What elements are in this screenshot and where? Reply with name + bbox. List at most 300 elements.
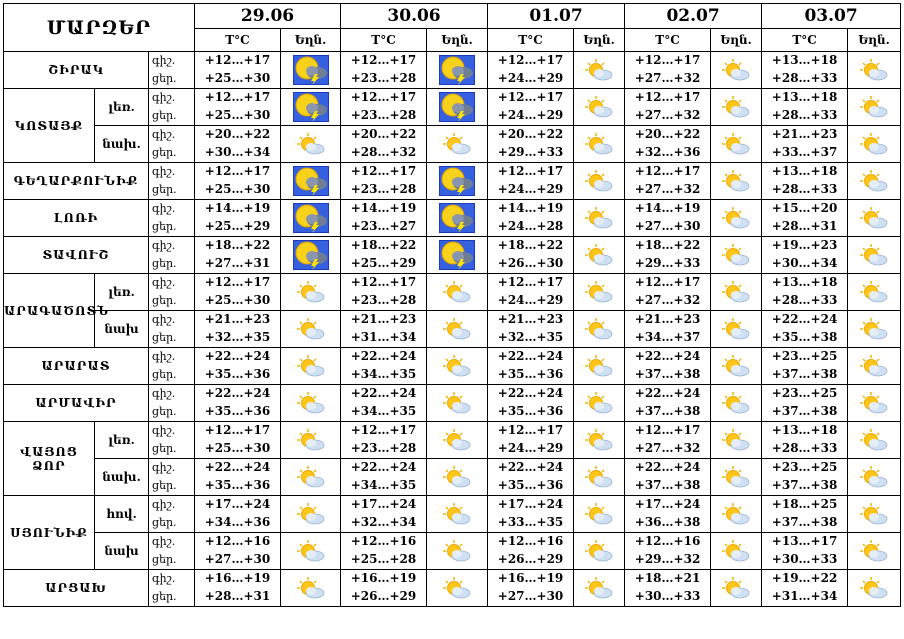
- day-label: ցեր.: [152, 442, 177, 455]
- night-temp: +12…+17: [204, 90, 271, 104]
- weather-cell: [427, 459, 488, 496]
- weather-cell: [574, 348, 625, 385]
- night-temp: +13…+18: [771, 164, 838, 178]
- day-night-labels: [149, 570, 195, 607]
- weather-cell: [427, 200, 488, 237]
- temperature-cell: [762, 126, 848, 163]
- weather-cell: [848, 385, 901, 422]
- day-temp: +37…+38: [634, 478, 701, 492]
- temp-header: T°C: [762, 29, 848, 52]
- temperature-cell: [341, 385, 427, 422]
- weather-cell: [848, 237, 901, 274]
- night-temp: +21…+23: [771, 127, 838, 141]
- subregion-label: հով.: [95, 496, 149, 533]
- partly-cloudy-icon: [859, 539, 889, 563]
- temperature-cell: [341, 459, 427, 496]
- night-temp: +13…+17: [771, 534, 838, 548]
- weather-cell: [574, 422, 625, 459]
- partly-cloudy-icon: [721, 428, 751, 452]
- day-label: ցեր.: [152, 294, 177, 307]
- temperature-cell: [488, 200, 574, 237]
- partly-cloudy-icon: [721, 391, 751, 415]
- weather-cell: [711, 311, 762, 348]
- weather-cell: [711, 533, 762, 570]
- temperature-cell: [195, 422, 281, 459]
- night-label: գիշ.: [152, 91, 176, 104]
- temperature-cell: [195, 496, 281, 533]
- day-temp: +23…+28: [350, 293, 417, 307]
- night-label: գիշ.: [152, 165, 176, 178]
- night-temp: +20…+22: [350, 127, 417, 141]
- weather-header: Եղն.: [848, 29, 901, 52]
- day-night-labels: [149, 459, 195, 496]
- day-label: ցեր.: [152, 146, 177, 159]
- night-temp: +12…+17: [350, 275, 417, 289]
- night-temp: +20…+22: [204, 127, 271, 141]
- day-temp: +28…+33: [771, 182, 838, 196]
- day-night-labels: [149, 200, 195, 237]
- day-temp: +28…+33: [771, 441, 838, 455]
- region-row: [4, 422, 901, 459]
- weather-cell: [711, 89, 762, 126]
- night-label: գիշ.: [152, 239, 176, 252]
- weather-cell: [711, 422, 762, 459]
- temperature-cell: [341, 200, 427, 237]
- day-temp: +30…+34: [204, 145, 271, 159]
- night-temp: +18…+25: [771, 497, 838, 511]
- day-night-labels: [149, 89, 195, 126]
- sun-storm-icon: [293, 55, 329, 85]
- day-temp: +23…+27: [350, 219, 417, 233]
- weather-cell: [427, 533, 488, 570]
- night-temp: +14…+19: [204, 201, 271, 215]
- temperature-cell: [488, 52, 574, 89]
- night-temp: +12…+16: [634, 534, 701, 548]
- weather-cell: [281, 163, 341, 200]
- partly-cloudy-icon: [721, 132, 751, 156]
- partly-cloudy-icon: [721, 502, 751, 526]
- day-temp: +35…+36: [204, 478, 271, 492]
- weather-cell: [711, 200, 762, 237]
- region-row: [4, 385, 901, 422]
- partly-cloudy-icon: [442, 576, 472, 600]
- sun-storm-icon: [293, 240, 329, 270]
- temperature-cell: [195, 570, 281, 607]
- night-temp: +22…+24: [350, 349, 417, 363]
- weather-cell: [711, 163, 762, 200]
- weather-cell: [711, 570, 762, 607]
- partly-cloudy-icon: [859, 169, 889, 193]
- day-temp: +28…+33: [771, 293, 838, 307]
- temperature-cell: [625, 163, 711, 200]
- day-night-labels: [149, 422, 195, 459]
- night-label: գիշ.: [152, 313, 176, 326]
- temperature-cell: [625, 200, 711, 237]
- temperature-cell: [762, 459, 848, 496]
- day-temp: +32…+34: [350, 515, 417, 529]
- day-temp: +34…+37: [634, 330, 701, 344]
- weather-cell: [281, 570, 341, 607]
- day-temp: +24…+29: [497, 441, 564, 455]
- night-temp: +13…+18: [771, 275, 838, 289]
- partly-cloudy-icon: [721, 576, 751, 600]
- night-temp: +12…+17: [634, 164, 701, 178]
- night-temp: +12…+17: [350, 423, 417, 437]
- night-temp: +17…+24: [497, 497, 564, 511]
- night-temp: +13…+18: [771, 423, 838, 437]
- temperature-cell: [488, 385, 574, 422]
- day-temp: +33…+37: [771, 145, 838, 159]
- forecast-body: [4, 52, 901, 607]
- day-temp: +28…+31: [204, 589, 271, 603]
- weather-cell: [427, 89, 488, 126]
- day-label: ցեր.: [152, 72, 177, 85]
- night-temp: +18…+22: [497, 238, 564, 252]
- partly-cloudy-icon: [721, 243, 751, 267]
- night-temp: +12…+17: [634, 90, 701, 104]
- partly-cloudy-icon: [584, 243, 614, 267]
- night-temp: +12…+16: [497, 534, 564, 548]
- day-label: ցեր.: [152, 109, 177, 122]
- day-temp: +28…+33: [771, 71, 838, 85]
- weather-cell: [281, 200, 341, 237]
- weather-cell: [848, 348, 901, 385]
- day-temp: +25…+30: [204, 71, 271, 85]
- temperature-cell: [762, 496, 848, 533]
- temperature-cell: [341, 311, 427, 348]
- temperature-cell: [341, 422, 427, 459]
- day-temp: +29…+33: [497, 145, 564, 159]
- region-row: [4, 570, 901, 607]
- weather-cell: [427, 348, 488, 385]
- temperature-cell: [341, 163, 427, 200]
- partly-cloudy-icon: [721, 465, 751, 489]
- day-label: ցեր.: [152, 553, 177, 566]
- day-label: ցեր.: [152, 516, 177, 529]
- region-row: [4, 348, 901, 385]
- temp-header: T°C: [195, 29, 281, 52]
- partly-cloudy-icon: [296, 502, 326, 526]
- day-temp: +26…+29: [350, 589, 417, 603]
- night-temp: +12…+17: [350, 164, 417, 178]
- day-temp: +37…+38: [771, 478, 838, 492]
- partly-cloudy-icon: [721, 95, 751, 119]
- night-label: գիշ.: [152, 54, 176, 67]
- day-temp: +26…+29: [497, 552, 564, 566]
- region-row: [4, 52, 901, 89]
- weather-cell: [848, 422, 901, 459]
- temperature-cell: [762, 533, 848, 570]
- partly-cloudy-icon: [296, 132, 326, 156]
- partly-cloudy-icon: [296, 354, 326, 378]
- subregion-label: լեռ.: [95, 274, 149, 311]
- region-row: [4, 311, 901, 348]
- partly-cloudy-icon: [442, 502, 472, 526]
- temperature-cell: [625, 274, 711, 311]
- weather-cell: [848, 89, 901, 126]
- region-column-header: ՄԱՐԶԵՐ: [4, 4, 195, 52]
- weather-cell: [427, 311, 488, 348]
- weather-cell: [574, 126, 625, 163]
- weather-cell: [848, 570, 901, 607]
- weather-cell: [711, 348, 762, 385]
- day-temp: +27…+30: [204, 552, 271, 566]
- temperature-cell: [341, 348, 427, 385]
- sun-storm-icon: [439, 240, 475, 270]
- temperature-cell: [625, 89, 711, 126]
- region-name: ԱՐՄԱՎԻՐ: [4, 385, 149, 422]
- weather-cell: [427, 163, 488, 200]
- temperature-cell: [762, 163, 848, 200]
- day-temp: +28…+31: [771, 219, 838, 233]
- weather-cell: [574, 385, 625, 422]
- night-label: գիշ.: [152, 572, 176, 585]
- day-temp: +32…+35: [497, 330, 564, 344]
- day-label: ցեր.: [152, 220, 177, 233]
- night-temp: +12…+17: [350, 90, 417, 104]
- temperature-cell: [195, 274, 281, 311]
- date-header-row: [4, 4, 901, 29]
- day-temp: +25…+30: [204, 182, 271, 196]
- weather-cell: [711, 126, 762, 163]
- partly-cloudy-icon: [584, 58, 614, 82]
- day-night-labels: [149, 496, 195, 533]
- partly-cloudy-icon: [296, 428, 326, 452]
- date-header: 02.07: [625, 4, 762, 29]
- partly-cloudy-icon: [584, 132, 614, 156]
- day-night-labels: [149, 274, 195, 311]
- night-temp: +18…+22: [204, 238, 271, 252]
- temperature-cell: [488, 496, 574, 533]
- temperature-cell: [625, 496, 711, 533]
- day-night-labels: [149, 348, 195, 385]
- region-name: ԳԵՂԱՐՔՈՒՆԻՔ: [4, 163, 149, 200]
- region-row: [4, 459, 901, 496]
- night-temp: +22…+24: [497, 460, 564, 474]
- partly-cloudy-icon: [584, 391, 614, 415]
- day-temp: +27…+30: [634, 219, 701, 233]
- day-label: ցեր.: [152, 257, 177, 270]
- day-temp: +36…+38: [634, 515, 701, 529]
- region-name: ԱՐԱԳԱԾՈՏՆ: [4, 274, 95, 348]
- day-night-labels: [149, 126, 195, 163]
- weather-cell: [574, 459, 625, 496]
- day-night-labels: [149, 533, 195, 570]
- day-temp: +30…+33: [771, 552, 838, 566]
- region-name: ՍՅՈՒՆԻՔ: [4, 496, 95, 570]
- day-temp: +24…+29: [497, 293, 564, 307]
- date-header: 03.07: [762, 4, 901, 29]
- partly-cloudy-icon: [584, 206, 614, 230]
- weather-cell: [574, 237, 625, 274]
- temperature-cell: [625, 126, 711, 163]
- weather-cell: [848, 163, 901, 200]
- temperature-cell: [762, 385, 848, 422]
- temperature-cell: [488, 126, 574, 163]
- partly-cloudy-icon: [721, 280, 751, 304]
- partly-cloudy-icon: [442, 465, 472, 489]
- night-temp: +21…+23: [497, 312, 564, 326]
- weather-cell: [711, 52, 762, 89]
- day-temp: +30…+34: [771, 256, 838, 270]
- day-temp: +28…+33: [771, 108, 838, 122]
- night-temp: +12…+17: [350, 53, 417, 67]
- day-label: ցեր.: [152, 405, 177, 418]
- night-temp: +22…+24: [204, 386, 271, 400]
- temperature-cell: [762, 422, 848, 459]
- partly-cloudy-icon: [296, 539, 326, 563]
- night-temp: +16…+19: [497, 571, 564, 585]
- temperature-cell: [625, 52, 711, 89]
- temperature-cell: [762, 200, 848, 237]
- night-temp: +21…+23: [634, 312, 701, 326]
- night-label: գիշ.: [152, 424, 176, 437]
- sun-storm-icon: [439, 92, 475, 122]
- day-temp: +30…+33: [634, 589, 701, 603]
- partly-cloudy-icon: [296, 576, 326, 600]
- weather-cell: [427, 274, 488, 311]
- night-temp: +14…+19: [497, 201, 564, 215]
- partly-cloudy-icon: [584, 465, 614, 489]
- day-temp: +34…+35: [350, 478, 417, 492]
- temperature-cell: [625, 311, 711, 348]
- weather-cell: [574, 163, 625, 200]
- day-temp: +35…+38: [771, 330, 838, 344]
- night-temp: +22…+24: [497, 386, 564, 400]
- day-label: ցեր.: [152, 368, 177, 381]
- day-temp: +37…+38: [771, 367, 838, 381]
- temperature-cell: [341, 274, 427, 311]
- night-temp: +16…+19: [204, 571, 271, 585]
- partly-cloudy-icon: [584, 428, 614, 452]
- day-temp: +25…+28: [350, 552, 417, 566]
- partly-cloudy-icon: [442, 280, 472, 304]
- partly-cloudy-icon: [721, 206, 751, 230]
- day-night-labels: [149, 385, 195, 422]
- night-temp: +22…+24: [634, 386, 701, 400]
- night-temp: +12…+16: [204, 534, 271, 548]
- weather-cell: [574, 533, 625, 570]
- day-temp: +24…+29: [497, 108, 564, 122]
- night-temp: +22…+24: [204, 349, 271, 363]
- night-temp: +19…+23: [771, 238, 838, 252]
- temperature-cell: [625, 237, 711, 274]
- weather-cell: [427, 570, 488, 607]
- partly-cloudy-icon: [859, 280, 889, 304]
- day-temp: +25…+30: [204, 108, 271, 122]
- weather-cell: [281, 126, 341, 163]
- temperature-cell: [488, 533, 574, 570]
- weather-cell: [848, 496, 901, 533]
- weather-cell: [427, 126, 488, 163]
- night-temp: +12…+17: [497, 90, 564, 104]
- temperature-cell: [341, 126, 427, 163]
- day-temp: +28…+32: [350, 145, 417, 159]
- temperature-cell: [625, 385, 711, 422]
- partly-cloudy-icon: [442, 317, 472, 341]
- partly-cloudy-icon: [859, 206, 889, 230]
- weather-cell: [281, 422, 341, 459]
- day-temp: +24…+28: [497, 219, 564, 233]
- weather-cell: [711, 459, 762, 496]
- weather-cell: [281, 348, 341, 385]
- temperature-cell: [195, 52, 281, 89]
- temperature-cell: [762, 237, 848, 274]
- weather-cell: [281, 52, 341, 89]
- region-row: [4, 237, 901, 274]
- partly-cloudy-icon: [859, 354, 889, 378]
- day-label: ցեր.: [152, 479, 177, 492]
- day-temp: +27…+31: [204, 256, 271, 270]
- weather-cell: [281, 385, 341, 422]
- day-label: ցեր.: [152, 183, 177, 196]
- day-temp: +27…+32: [634, 108, 701, 122]
- night-temp: +22…+24: [497, 349, 564, 363]
- weather-cell: [427, 422, 488, 459]
- partly-cloudy-icon: [859, 317, 889, 341]
- weather-header: Եղն.: [281, 29, 341, 52]
- temperature-cell: [488, 348, 574, 385]
- weather-cell: [574, 200, 625, 237]
- partly-cloudy-icon: [442, 539, 472, 563]
- partly-cloudy-icon: [721, 354, 751, 378]
- day-temp: +27…+32: [634, 71, 701, 85]
- day-temp: +35…+36: [497, 367, 564, 381]
- night-temp: +12…+16: [350, 534, 417, 548]
- night-temp: +22…+24: [771, 312, 838, 326]
- temperature-cell: [625, 459, 711, 496]
- sun-storm-icon: [293, 92, 329, 122]
- region-row: [4, 496, 901, 533]
- night-label: գիշ.: [152, 535, 176, 548]
- temperature-cell: [341, 496, 427, 533]
- temperature-cell: [762, 570, 848, 607]
- weather-cell: [848, 459, 901, 496]
- partly-cloudy-icon: [442, 391, 472, 415]
- night-temp: +12…+17: [497, 275, 564, 289]
- night-temp: +14…+19: [350, 201, 417, 215]
- weather-cell: [281, 89, 341, 126]
- day-temp: +24…+29: [497, 71, 564, 85]
- night-temp: +12…+17: [634, 53, 701, 67]
- region-name: ԼՈՌԻ: [4, 200, 149, 237]
- partly-cloudy-icon: [859, 132, 889, 156]
- temperature-cell: [488, 570, 574, 607]
- partly-cloudy-icon: [859, 465, 889, 489]
- subregion-label: նախ: [95, 533, 149, 570]
- day-temp: +25…+29: [204, 219, 271, 233]
- weather-cell: [848, 126, 901, 163]
- day-temp: +27…+30: [497, 589, 564, 603]
- night-temp: +12…+17: [497, 164, 564, 178]
- night-temp: +22…+24: [350, 386, 417, 400]
- region-name: ԿՈՏԱՅՔ: [4, 89, 95, 163]
- day-temp: +23…+28: [350, 108, 417, 122]
- weather-cell: [711, 496, 762, 533]
- night-temp: +12…+17: [497, 423, 564, 437]
- night-temp: +20…+22: [634, 127, 701, 141]
- night-temp: +13…+18: [771, 90, 838, 104]
- weather-cell: [427, 385, 488, 422]
- weather-cell: [711, 385, 762, 422]
- sun-storm-icon: [293, 166, 329, 196]
- day-temp: +34…+36: [204, 515, 271, 529]
- weather-cell: [574, 89, 625, 126]
- sun-storm-icon: [439, 166, 475, 196]
- weather-cell: [281, 496, 341, 533]
- night-temp: +17…+24: [350, 497, 417, 511]
- night-temp: +23…+25: [771, 386, 838, 400]
